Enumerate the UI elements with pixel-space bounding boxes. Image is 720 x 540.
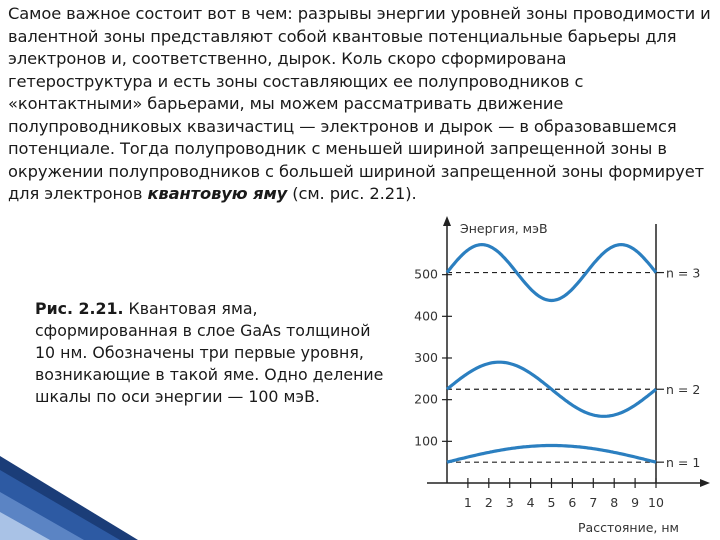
x-tick-label: 8 bbox=[610, 495, 619, 510]
x-tick-label: 5 bbox=[547, 495, 556, 510]
y-tick-label: 300 bbox=[414, 349, 438, 365]
x-tick-label: 3 bbox=[505, 495, 514, 510]
x-axis-label: Расстояние, нм bbox=[578, 520, 679, 535]
energy-level-label: n = 2 bbox=[666, 382, 701, 398]
energy-level-label: n = 3 bbox=[666, 265, 701, 281]
y-axis-label: Энергия, мэВ bbox=[460, 221, 548, 236]
y-tick-label: 200 bbox=[414, 391, 438, 407]
caption-text: Квантовая яма, сформированная в слое GaAs толщиной 10 нм. Обозначены три первые уровня, возникающие в такой яме. Одно деление шкалы по оси энергии — 100 мэВ. bbox=[35, 299, 384, 406]
energy-level-label: n = 1 bbox=[666, 455, 701, 471]
paragraph-tail: (см. рис. 2.21). bbox=[287, 184, 417, 203]
y-tick-label: 100 bbox=[414, 433, 438, 449]
x-tick-label: 1 bbox=[463, 495, 472, 510]
x-tick-label: 6 bbox=[568, 495, 577, 510]
x-tick-label: 4 bbox=[526, 495, 535, 510]
y-tick-label: 500 bbox=[414, 266, 438, 282]
x-tick-label: 10 bbox=[648, 495, 664, 510]
x-tick-label: 9 bbox=[631, 495, 640, 510]
paragraph-text: Самое важное состоит вот в чем: разрывы энергии уровней зоны проводимости и валентной зоны представляют собой квантовые потенциальные барьеры для электронов и, соответственно, дырок. Коль скоро сформирована гетероструктура и есть зоны составляющих ее полупроводников с «контактными» барьерами, мы можем рассматривать движение полупроводниковых квазичастиц — электронов и дырок — в образовавшемся потенциале. Тогда полупроводник с меньшей шириной запрещенной зоны в окружении полупроводников с большей шириной запрещенной зоны формирует для электронов bbox=[8, 4, 711, 203]
x-tick-label: 7 bbox=[589, 495, 598, 510]
plot-area bbox=[414, 216, 710, 510]
x-tick-label: 2 bbox=[484, 495, 493, 510]
y-tick-label: 400 bbox=[414, 308, 438, 324]
y-axis-arrow-icon bbox=[443, 216, 451, 226]
x-axis-arrow-icon bbox=[700, 479, 710, 487]
figure-label: Рис. 2.21. bbox=[35, 299, 124, 318]
quantum-well-term: квантовую яму bbox=[147, 184, 288, 203]
wavefunction-curve bbox=[447, 446, 656, 463]
